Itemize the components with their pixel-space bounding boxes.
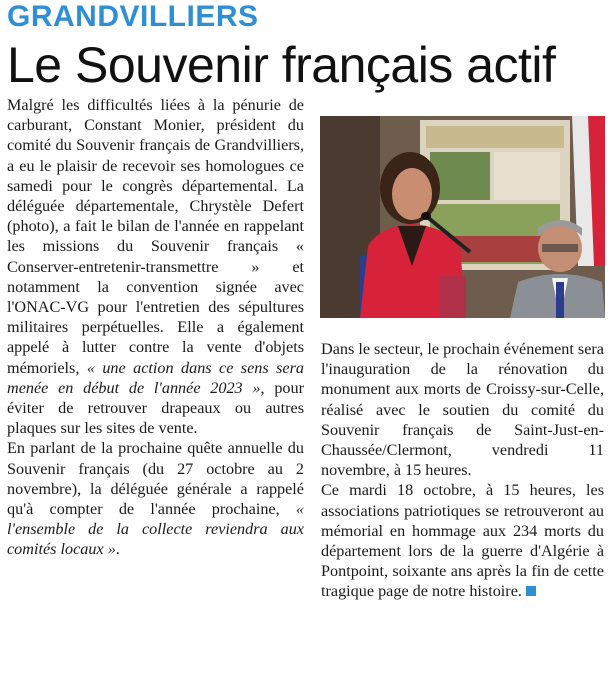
article-headline: Le Souvenir français actif (7, 37, 556, 93)
left-p2-text-b: . (115, 540, 120, 559)
article-kicker: GRANDVILLIERS (7, 0, 259, 33)
left-p2-quote: « l'ensemble de la collecte reviendra aux comités locaux » (7, 500, 304, 559)
article-right-column (321, 339, 604, 602)
left-paragraph-1 (7, 95, 304, 438)
article-left-column (7, 95, 304, 560)
end-of-article-mark (526, 586, 536, 596)
left-p1-text-b: , pour éviter de retrouver drapeaux ou autres plaques sur les sites de vente. (7, 378, 304, 438)
right-p2-text: Ce mardi 18 octobre, à 15 heures, les associations patriotiques se retrouveront au mémorial en hommage aux 234 morts du département lors de la guerre d'Algérie à Pontpoint, soixante ans après la fin de cette tragique page de notre histoire. (321, 481, 604, 601)
left-paragraph-2 (7, 438, 304, 559)
right-paragraph-1: Dans le secteur, le prochain événement sera l'inauguration de la rénovation du monument aux morts de Croissy-sur-Celle, réalisé avec le soutien du comité du Souvenir français de Saint-Just-en-Chaussée/Clermont, vendredi 11 novembre, à 15 heures. (321, 340, 604, 480)
left-p1-text-a: Malgré les difficultés liées à la pénurie de carburant, Constant Monier, président du comité du Souvenir français de Grandvilliers, a eu le plaisir de recevoir ses homologues ce samedi pour le congrès départemental. La déléguée départementale, Chrystèle Defert (photo), a fait le bilan de l'année en rappelant les missions du Souvenir français « Conserver-entretenir-transmettre » et notamment la convention signée avec l'ONAC-VG pour l'entretien des sépultures militaires perpétuelles. Elle a également appelé à lutter contre la vente d'objets mémoriels, (7, 96, 304, 377)
photo-illustration (320, 116, 605, 318)
article-photo (320, 116, 605, 318)
right-paragraph-2 (321, 480, 604, 601)
left-p1-quote: « une action dans ce sens sera menée en début de l'année 2023 » (7, 358, 304, 397)
left-p2-text-a: En parlant de la prochaine quête annuelle du Souvenir français (du 27 octobre au 2 novembre), la déléguée générale a rappelé qu'à compter de l'année prochaine, (7, 439, 304, 519)
